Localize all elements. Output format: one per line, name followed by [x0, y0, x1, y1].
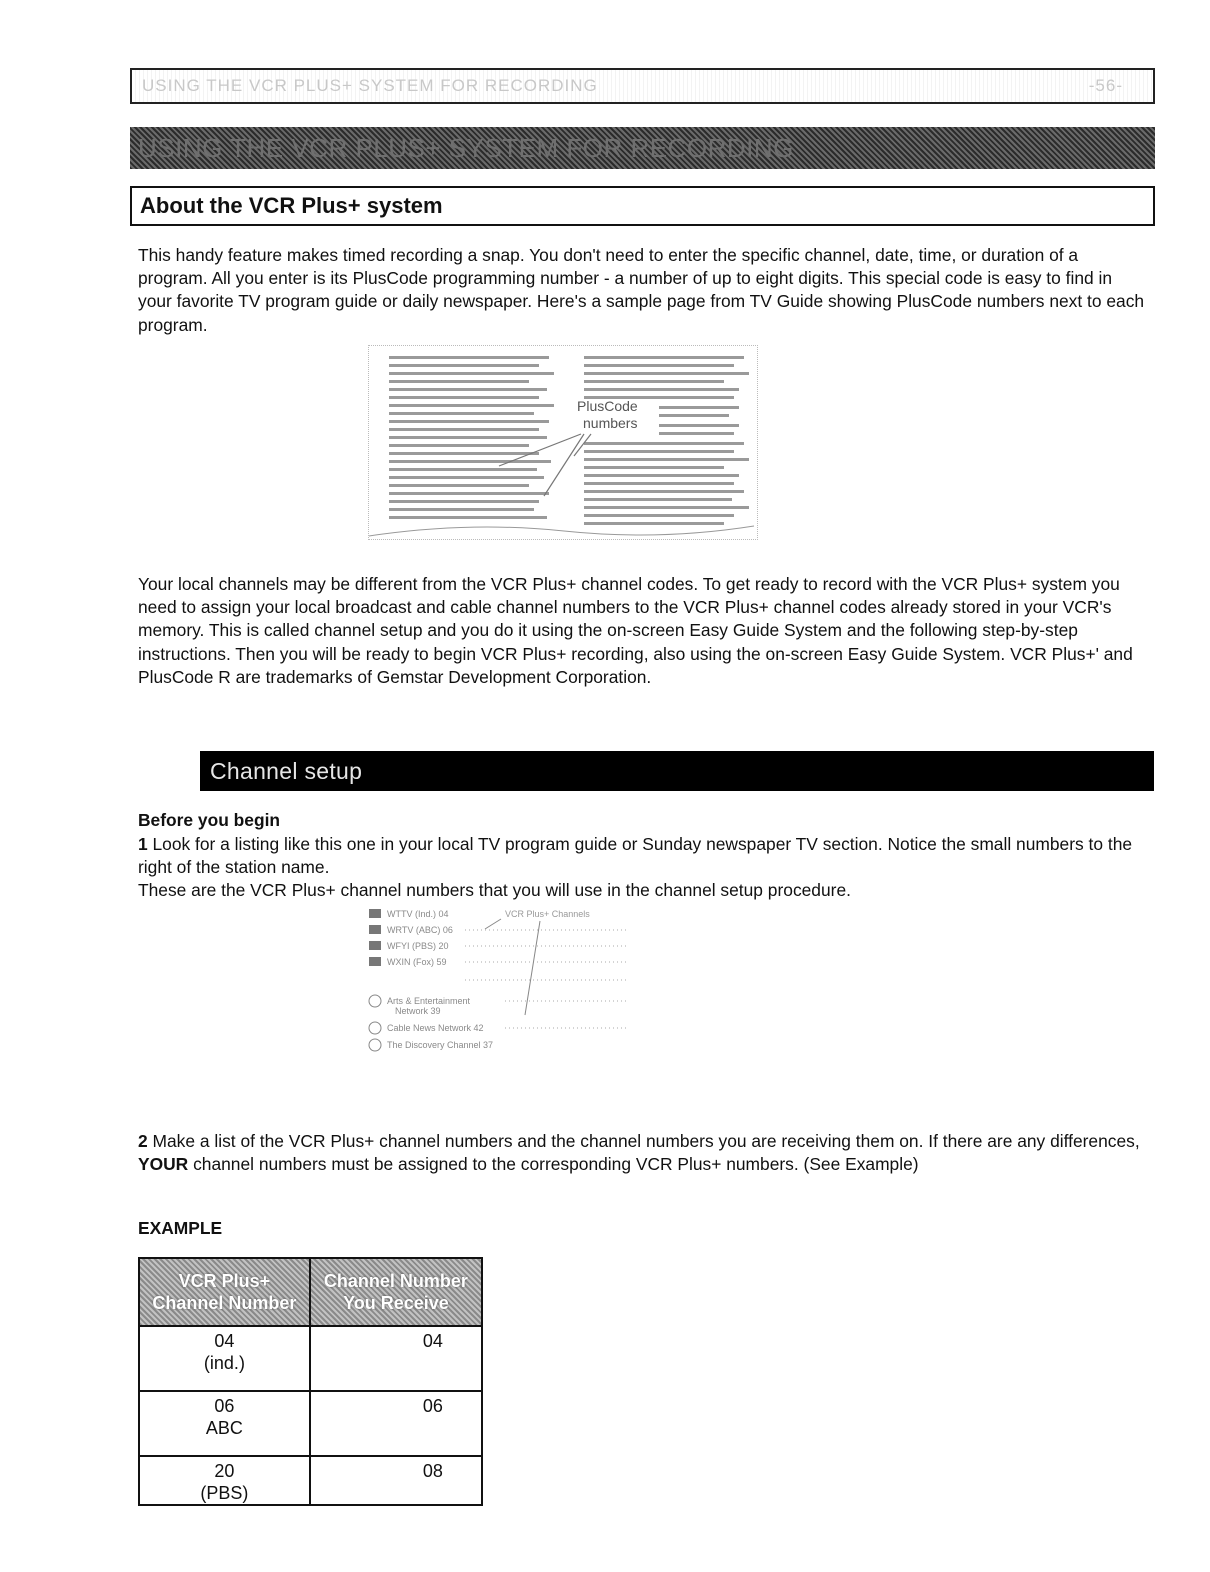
table-row	[139, 1326, 482, 1391]
table-cell-vcr: 04 (ind.)	[139, 1326, 310, 1391]
about-heading-box	[130, 186, 1155, 226]
tv-guide-sample-illustration	[369, 346, 759, 541]
table-header-you-receive: Channel Number You Receive	[310, 1258, 482, 1326]
example-table	[138, 1257, 483, 1506]
listing-row-8: The Discovery Channel 37	[387, 1040, 494, 1050]
step-2-body-b: channel numbers must be assigned to the corresponding VCR Plus+ numbers. (See Example)	[188, 1154, 919, 1175]
listing-row-5: Arts & Entertainment	[387, 996, 471, 1006]
section-title: USING THE VCR PLUS+ SYSTEM FOR RECORDING	[138, 132, 794, 163]
table-cell-receive: 04	[310, 1326, 482, 1391]
table-cell-receive: 06	[310, 1391, 482, 1456]
listing-row-7: Cable News Network 42	[387, 1023, 484, 1033]
table-cell-vcr: 06 ABC	[139, 1391, 310, 1456]
listing-row-2: WRTV (ABC) 06	[387, 925, 453, 935]
section-title-banner	[130, 127, 1155, 169]
before-you-begin-label: Before you begin	[138, 810, 281, 830]
step-1-number: 1	[138, 834, 148, 854]
channel-listing-illustration	[365, 905, 630, 1065]
table-header-row	[139, 1258, 482, 1326]
step-2-emphasis: YOUR	[138, 1154, 189, 1175]
intro-paragraph: This handy feature makes timed recording a snap. You don't need to enter the specific channel, date, time, or duration of a program. All you enter is its PlusCode programming number - a number of up to eight digits. This special code is easy to find in your favorite TV program guide or daily newspaper. Here's a sample page from TV Guide showing PlusCode numbers next to each program.	[138, 245, 1145, 335]
step-1-text	[138, 833, 1148, 903]
tv-guide-sample-figure	[368, 345, 758, 540]
channel-listing-figure	[365, 905, 630, 1065]
local-channels-paragraph: Your local channels may be different from the VCR Plus+ channel codes. To get ready to record with the VCR Plus+ system you need to assign your local broadcast and cable channel numbers to the VCR Plus+ channel codes already stored in your VCR's memory. This is called channel setup and you do it using the on-screen Easy Guide System and the following step-by-step instructions. Then you will be ready to begin VCR Plus+ recording, also using the on-screen Easy Guide System. VCR Plus+' and PlusCode R are trademarks of Gemstar Development Corporation.	[138, 574, 1133, 687]
table-header-vcr-plus: VCR Plus+ Channel Number	[139, 1258, 310, 1326]
listing-row-6: Network 39	[395, 1006, 441, 1016]
running-head-title: USING THE VCR PLUS+ SYSTEM FOR RECORDING	[142, 76, 598, 95]
channel-setup-heading: Channel setup	[210, 757, 363, 784]
running-head	[130, 68, 1155, 104]
step-2-number: 2	[138, 1131, 148, 1151]
pluscode-label-line2: numbers	[583, 415, 638, 431]
step-1-body-2: These are the VCR Plus+ channel numbers that you will use in the channel setup procedure.	[138, 880, 851, 901]
step-2-text	[138, 1130, 1148, 1176]
table-row	[139, 1456, 482, 1505]
vcr-plus-channels-label: VCR Plus+ Channels	[505, 909, 590, 919]
table-row	[139, 1391, 482, 1456]
pluscode-label-line1: PlusCode	[577, 398, 638, 414]
table-cell-receive: 08	[310, 1456, 482, 1505]
example-label: EXAMPLE	[138, 1218, 223, 1238]
table-cell-vcr: 20 (PBS)	[139, 1456, 310, 1505]
running-head-page: -56-	[1088, 76, 1123, 95]
step-2-body-a: Make a list of the VCR Plus+ channel numbers and the channel numbers you are receiving them on. If there are any differences,	[147, 1131, 1140, 1151]
step-1-body: Look for a listing like this one in your local TV program guide or Sunday newspaper TV section. Notice the small numbers to the right of the station name.	[138, 834, 1133, 878]
about-heading: About the VCR Plus+ system	[140, 193, 443, 218]
listing-row-1: WTTV (Ind.) 04	[387, 909, 449, 919]
channel-setup-banner	[200, 751, 1154, 791]
listing-row-3: WFYI (PBS) 20	[387, 941, 449, 951]
listing-row-4: WXIN (Fox) 59	[387, 957, 447, 967]
